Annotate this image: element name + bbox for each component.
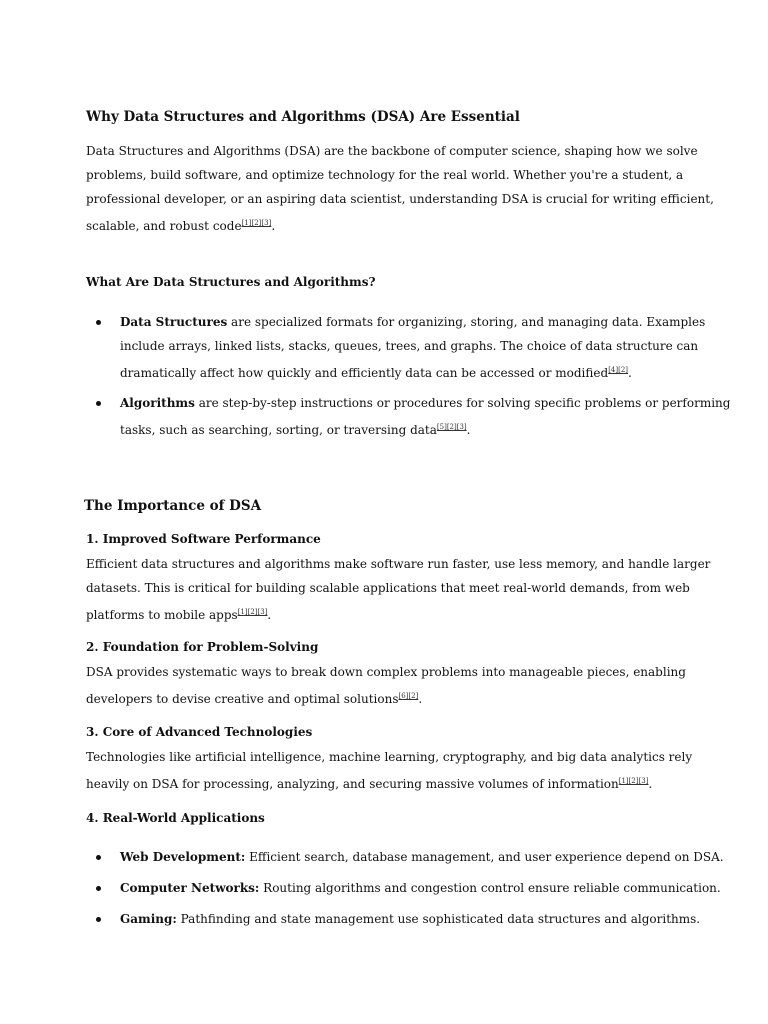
citation-link[interactable]: [1][2][3]: [237, 608, 268, 616]
paragraph-line: Efficient data structures and algorithms make software run faster, use less memory, and handle larger: [86, 557, 711, 571]
bullet-dot-icon: [96, 855, 101, 860]
bullet-dot-icon: [96, 320, 101, 325]
paragraph-line: DSA provides systematic ways to break down complex problems into manageable pieces, enabling: [86, 665, 686, 679]
bullet-term: Web Development:: [120, 850, 246, 864]
list-item: [86, 310, 706, 385]
paragraph-text: platforms to mobile apps: [86, 608, 238, 622]
bullet-dot-icon: [96, 917, 101, 922]
intro-line: professional developer, or an aspiring data scientist, understanding DSA is crucial for writing efficient,: [86, 192, 714, 206]
subsection-paragraph: [86, 552, 711, 627]
citation-link[interactable]: [5][2][3]: [436, 423, 467, 431]
bullet-line: include arrays, linked lists, stacks, queues, trees, and graphs. The choice of data structure can: [120, 339, 699, 353]
paragraph-text: developers to devise creative and optimal solutions: [86, 692, 399, 706]
bullet-text: dramatically affect how quickly and efficiently data can be accessed or modified: [120, 366, 609, 380]
bullet-text: tasks, such as searching, sorting, or traversing data: [120, 423, 437, 437]
subsection-heading: 3. Core of Advanced Technologies: [86, 725, 313, 739]
intro-paragraph: [86, 139, 714, 238]
subsection-heading: 1. Improved Software Performance: [86, 532, 321, 546]
bullet-line: [120, 310, 706, 334]
paragraph-end: .: [418, 692, 423, 706]
paragraph-end: .: [648, 777, 653, 791]
intro-line: Data Structures and Algorithms (DSA) are the backbone of computer science, shaping how we solve: [86, 144, 698, 158]
subsection-heading: 4. Real-World Applications: [86, 811, 265, 825]
list-item: [86, 907, 701, 931]
paragraph-end: .: [267, 608, 272, 622]
paragraph-line: [86, 600, 696, 627]
intro-line: [86, 211, 696, 238]
subsection-paragraph: [86, 745, 696, 796]
realworld-bullet-list: [86, 845, 724, 931]
what-bullet-list: [86, 310, 731, 442]
bullet-end: .: [628, 366, 632, 380]
section-heading-what: What Are Data Structures and Algorithms?: [86, 275, 376, 289]
bullet-text: Pathfinding and state management use sophisticated data structures and algorithms.: [176, 912, 701, 926]
paragraph-line: datasets. This is critical for building scalable applications that meet real-world demands, from web: [86, 581, 690, 595]
subsection-heading: 2. Foundation for Problem-Solving: [86, 640, 319, 654]
bullet-line: [120, 876, 721, 900]
citation-link[interactable]: [1][2][3]: [618, 777, 649, 785]
bullet-line: [120, 415, 696, 442]
intro-end: .: [271, 219, 276, 233]
bullet-line: [120, 845, 724, 869]
bullet-line: [120, 907, 701, 931]
intro-line: problems, build software, and optimize technology for the real world. Whether you're a student, a: [86, 168, 684, 182]
bullet-end: .: [466, 423, 471, 437]
bullet-line: [120, 358, 696, 385]
bullet-text: are step-by-step instructions or procedures for solving specific problems or performing: [194, 396, 731, 410]
intro-line-text: scalable, and robust code: [86, 219, 242, 233]
bullet-dot-icon: [96, 886, 101, 891]
citation-link[interactable]: [4][2]: [608, 366, 629, 374]
bullet-text: Efficient search, database management, and user experience depend on DSA.: [245, 850, 724, 864]
list-item: [86, 876, 721, 900]
bullet-term: Algorithms: [120, 396, 195, 410]
bullet-dot-icon: [96, 401, 101, 406]
bullet-text: Routing algorithms and congestion control ensure reliable communication.: [259, 881, 721, 895]
paragraph-line: Technologies like artificial intelligence, machine learning, cryptography, and big data analytics rely: [86, 750, 693, 764]
bullet-term: Computer Networks:: [120, 881, 260, 895]
citation-link[interactable]: [1][2][3]: [241, 219, 272, 227]
bullet-text: are specialized formats for organizing, storing, and managing data. Examples: [227, 315, 706, 329]
subsection-paragraph: [86, 660, 696, 711]
section-heading-importance: The Importance of DSA: [84, 498, 262, 514]
page-title: Why Data Structures and Algorithms (DSA) Are Essential: [86, 109, 520, 125]
bullet-term: Gaming:: [120, 912, 177, 926]
citation-link[interactable]: [6][2]: [398, 692, 419, 700]
paragraph-line: [86, 769, 696, 796]
list-item: [86, 391, 731, 442]
paragraph-text: heavily on DSA for processing, analyzing, and securing massive volumes of information: [86, 777, 619, 791]
paragraph-line: [86, 684, 696, 711]
bullet-line: [120, 391, 731, 415]
list-item: [86, 845, 724, 869]
bullet-term: Data Structures: [120, 315, 228, 329]
